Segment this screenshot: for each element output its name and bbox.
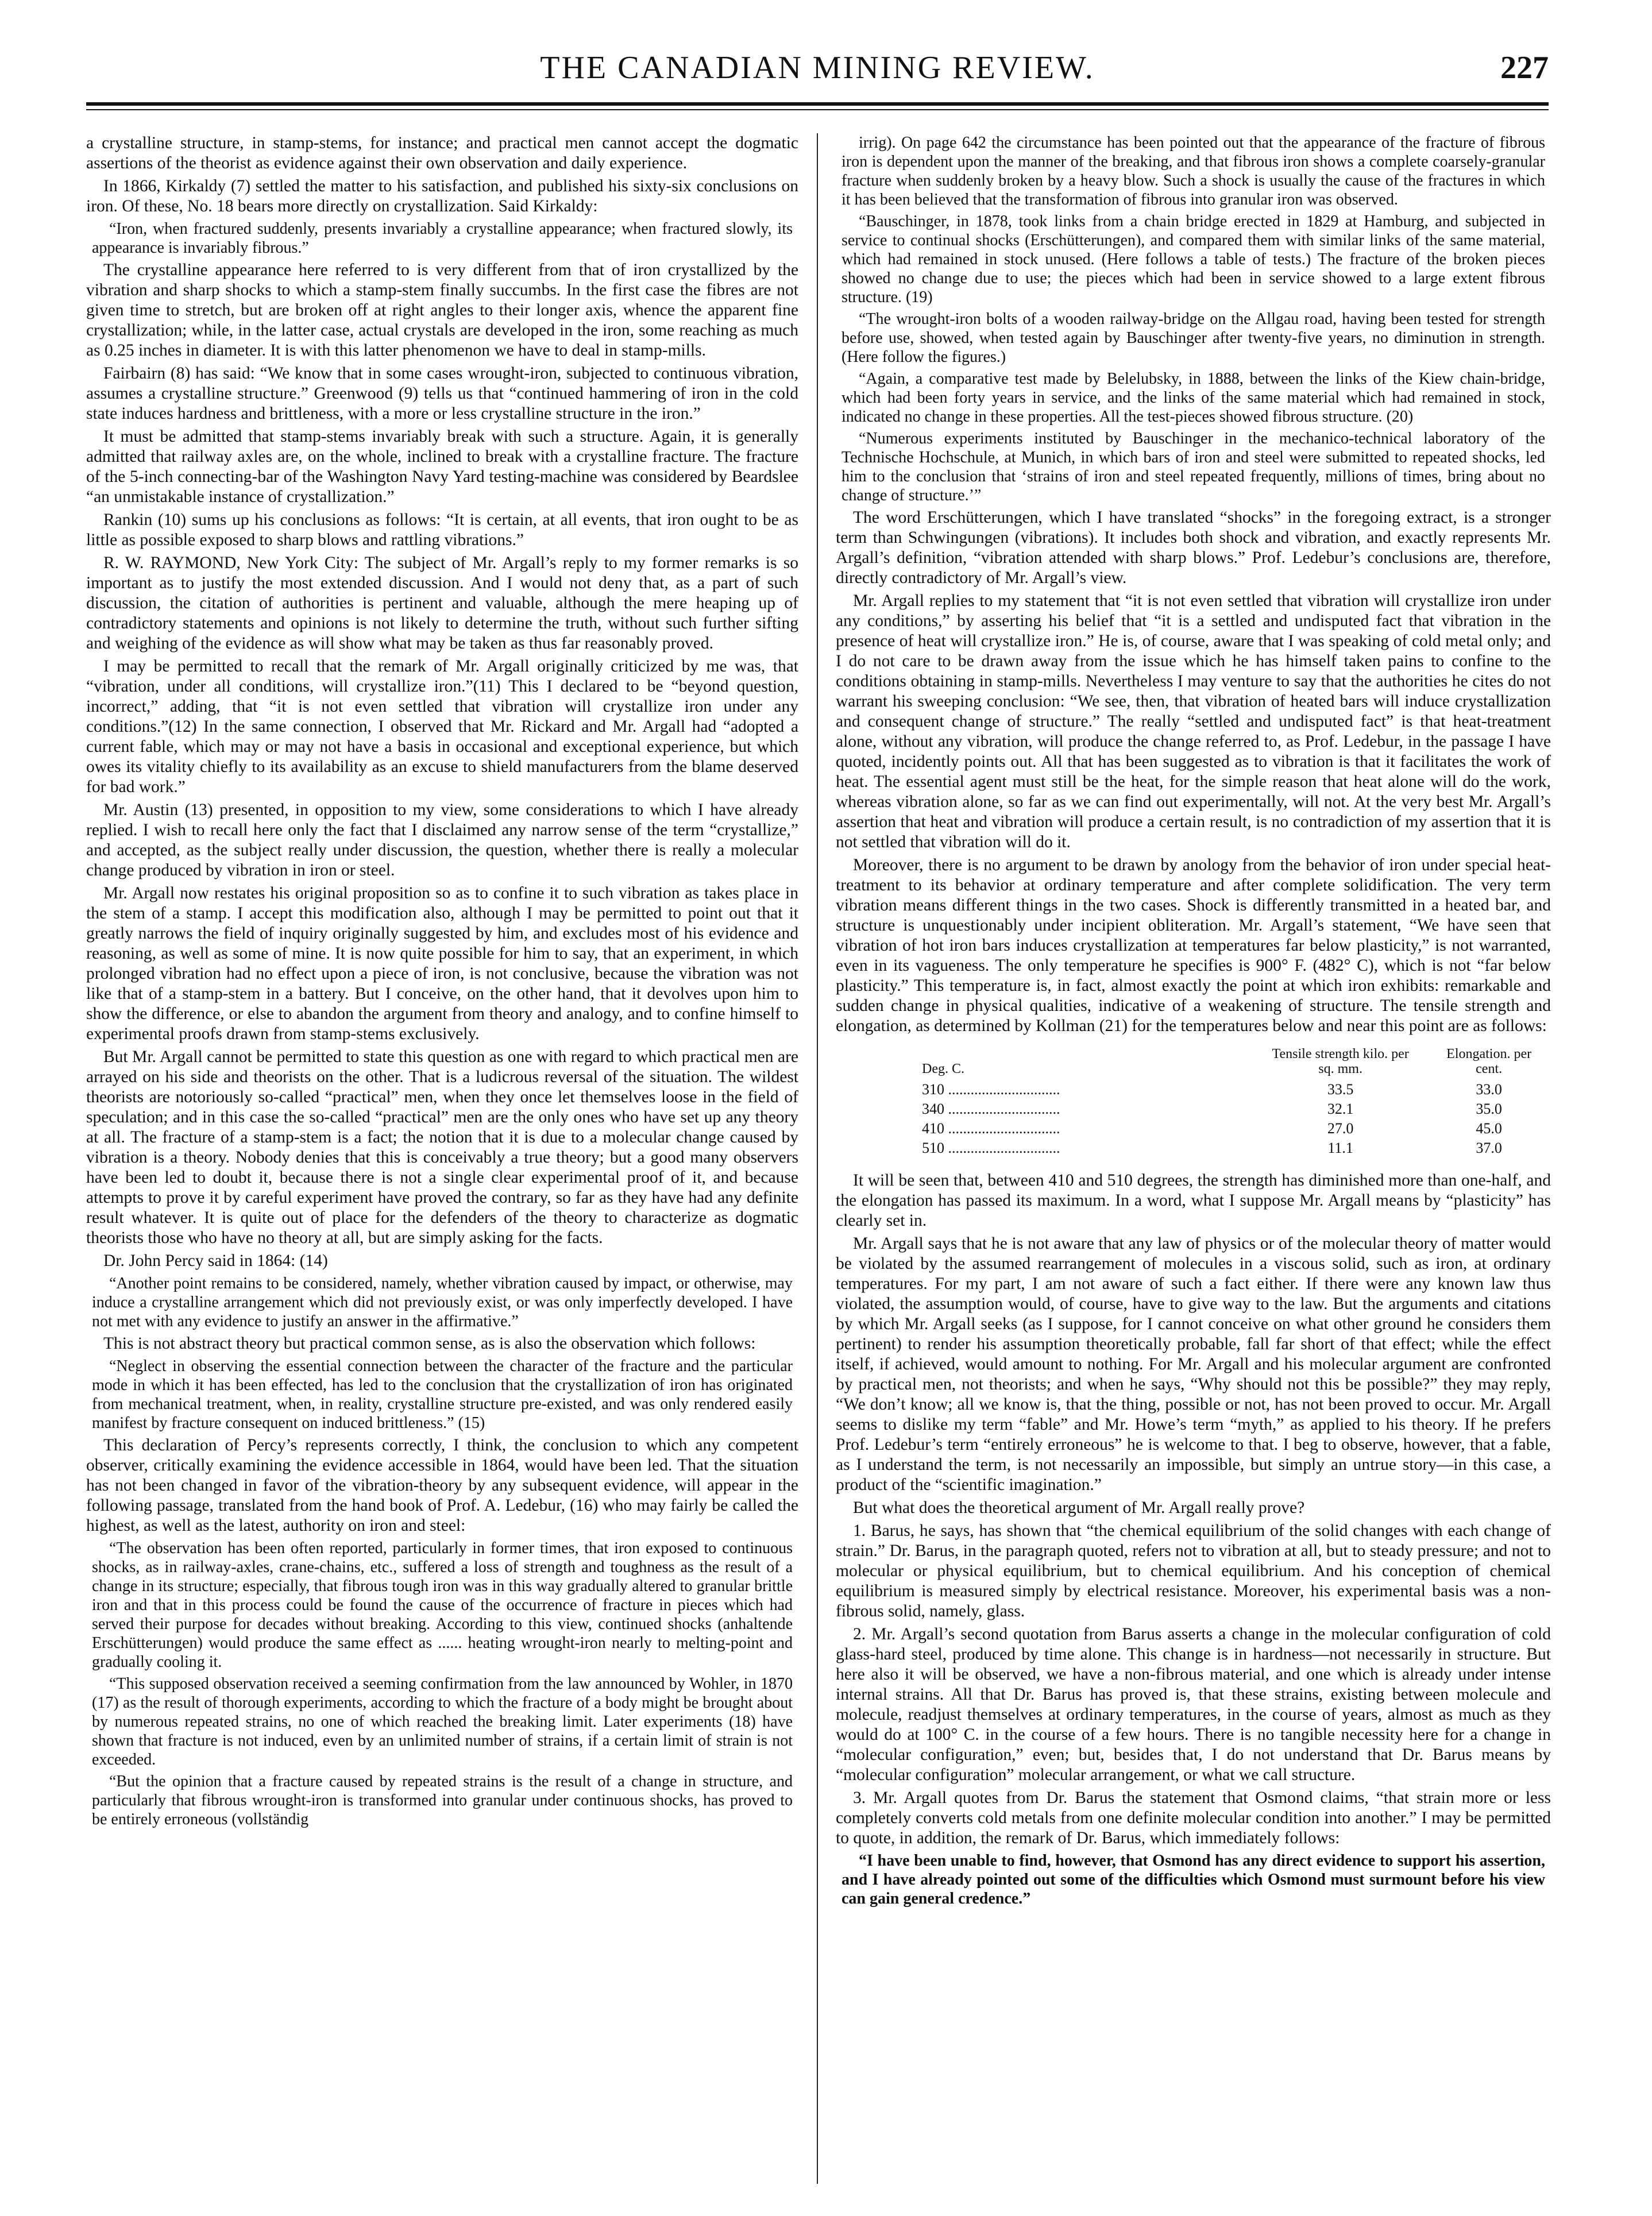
body-paragraph: The crystalline appearance here referred to is very different from that of iron crystallized by the vibration and sharp shocks to which a stamp-stem finally succumbs. In the first case the fibres are not given time to stretch, but are broken off at right angles to their longer axis, whence the apparent fine crystallization; while, in the latter case, actual crystals are developed in the iron, some reaching as much as 0.25 inches in diameter. It is with this latter phenomenon we have to deal in stamp-mills. <box>86 261 798 360</box>
quoted-paragraph: “The observation has been often reported, particularly in former times, that iron exposed to continuous shocks, as in railway-axles, crane-chains, etc., suffered a loss of strength and toughness as the result of a change in its structure; especially, that fibrous tough iron was in this way gradually altered to granular brittle iron and that in this process could be found the cause of the occurrence of fracture in pieces which had served their purpose for decades without breaking. According to this view, continued shocks (anhaltende Erschütterungen) would produce the same effect as ...... heating wrought-iron nearly to melting-point and gradually cooling it. <box>92 1539 793 1671</box>
body-paragraph: 2. Mr. Argall’s second quotation from Barus asserts a change in the molecular configuration of cold glass-hard steel, produced by time alone. This change is in hardness—not necessarily in structure. But here also it will be observed, we have a non-fibrous material, and one which is already under intense internal strains. All that Dr. Barus has proved is, that these strains, existing between molecule and molecule, readjust themselves at ordinary temperatures, in the course of years, almost as much as they would do at 100° C. in the course of a few hours. There is no tangible necessity here for a change in “molecular configuration,” even; but, besides that, I do not understand that Dr. Barus means by “molecular configuration” molecular arrangement, or what we call structure. <box>836 1625 1551 1784</box>
table-cell: 33.5 <box>1327 1081 1354 1098</box>
table-cell: 11.1 <box>1327 1140 1353 1156</box>
quoted-paragraph: “Bauschinger, in 1878, took links from a chain bridge erected in 1829 at Hamburg, and subjected in service to continual shocks (Erschütterungen), and compared them with similar links of the same material, which had remained in stock unused. (Here follows a table of tests.) The fracture of the broken pieces showed no change due to use; the pieces which had been in service showed to a large extent fibrous structure. (19) <box>842 213 1545 306</box>
table-cell: 410 .............................. <box>922 1120 1060 1137</box>
body-paragraph: 3. Mr. Argall quotes from Dr. Barus the statement that Osmond claims, “that strain more or less completely converts cold metals from one definite molecular condition into another.” I may be permitted to quote, in addition, the remark of Dr. Barus, which immediately follows: <box>836 1789 1551 1847</box>
table-column-header: Elongation. per cent. <box>1446 1047 1532 1076</box>
body-paragraph: R. W. RAYMOND, New York City: The subject of Mr. Argall’s reply to my former remarks is so important as to justify the most extended discussion. And I would not deny that, as a part of such discussion, the citation of authorities is pertinent and valuable, although the mere heaping up of contradictory statements and opinions is not likely to determine the truth, without such further sifting and weighing of the evidence as will show what may be taken as thus far reasonably proved. <box>86 554 798 653</box>
body-paragraph: It will be seen that, between 410 and 510 degrees, the strength has diminished more than one-half, and the elongation has passed its maximum. In a word, what I suppose Mr. Argall means by “plasticity” has clearly set in. <box>836 1171 1551 1230</box>
table-cell: 32.1 <box>1327 1101 1354 1117</box>
quoted-paragraph: “Again, a comparative test made by Belelubsky, in 1888, between the links of the Kiew chain-bridge, which had been forty years in service, and the links of the same material which had remained in stock, indicated no change in these properties. All the test-pieces showed fibrous structure. (20) <box>842 370 1545 426</box>
table-cell: 35.0 <box>1476 1101 1502 1117</box>
body-paragraph: Fairbairn (8) has said: “We know that in some cases wrought-iron, subjected to continuous vibration, assumes a crystalline structure.” Greenwood (9) tells us that “continued hammering of iron in the cold state induces hardness and brittleness, with a more or less crystalline structure in the iron.” <box>86 364 798 423</box>
tensile-strength-table <box>922 1047 1551 1158</box>
table-column-header: Tensile strength kilo. per sq. mm. <box>1272 1047 1409 1076</box>
header-rule-thin <box>86 109 1549 110</box>
table-cell: 33.0 <box>1476 1081 1502 1098</box>
body-paragraph: 1. Barus, he says, has shown that “the chemical equilibrium of the solid changes with each change of strain.” Dr. Barus, in the paragraph quoted, refers not to vibration at all, but to steady pressure; and not to molecular or physical equilibrium, but to chemical equilibrium. And his conception of chemical equilibrium is measured simply by electrical resistance. Moreover, his experimental basis was a non-fibrous solid, namely, glass. <box>836 1522 1551 1620</box>
quoted-paragraph: irrig). On page 642 the circumstance has been pointed out that the appearance of the fracture of fibrous iron is dependent upon the manner of the breaking, and that fibrous iron shows a complete coarsely-granular fracture when suddenly broken by a heavy blow. Such a shock is usually the cause of the fractures in which it has been believed that the transformation of fibrous into granular iron was observed. <box>842 134 1545 209</box>
table-cell: 37.0 <box>1476 1140 1502 1156</box>
table-column-header: Deg. C. <box>922 1061 964 1076</box>
body-paragraph: a crystalline structure, in stamp-stems, for instance; and practical men cannot accept the dogmatic assertions of the theorist as evidence against their own observation and daily experience. <box>86 134 798 172</box>
quoted-paragraph: “The wrought-iron bolts of a wooden railway-bridge on the Allgau road, having been tested for strength before use, showed, when tested again by Bauschinger after twenty-five years, no diminution in strength. (Here follow the figures.) <box>842 310 1545 366</box>
quoted-paragraph: “Iron, when fractured suddenly, presents invariably a crystalline appearance; when fractured slowly, its appearance is invariably fibrous.” <box>92 220 793 257</box>
table-row <box>922 1099 1551 1119</box>
body-paragraph: Rankin (10) sums up his conclusions as follows: “It is certain, at all events, that iron ought to be as little as possible exposed to sharp blows and rattling vibrations.” <box>86 511 798 549</box>
quoted-paragraph: “Neglect in observing the essential connection between the character of the fracture and the particular mode in which it has been effected, has led to the conclusion that the crystallization of iron has originated from mechanical treatment, when, in reality, crystalline structure pre-existed, and was only rendered easily manifest by fracture consequent on induced brittleness.” (15) <box>92 1357 793 1432</box>
quoted-paragraph: “This supposed observation received a seeming confirmation from the law announced by Wohler, in 1870 (17) as the result of thorough experiments, according to which the fracture of a body might be brought about by numerous repeated strains, no one of which reached the breaking limit. Later experiments (18) have shown that fracture is not induced, even by an unlimited number of strains, if a certain limit of strain is not exceeded. <box>92 1675 793 1769</box>
left-column <box>86 133 798 2190</box>
body-paragraph: Mr. Argall now restates his original proposition so as to confine it to such vibration as takes place in the stem of a stamp. I accept this modification also, although I may be permitted to point out that it greatly narrows the field of inquiry originally suggested by him, and excludes most of his evidence and reasoning, as well as some of mine. It is now quite possible for him to say, that an experiment, in which prolonged vibration had no effect upon a piece of iron, is not conclusive, because the vibration was not like that of a stamp-stem in a battery. But I conceive, on the other hand, that it devolves upon him to show the difference, or else to abandon the argument from theory and analogy, and to confine himself to experimental proofs drawn from stamp-stems exclusively. <box>86 884 798 1043</box>
quoted-paragraph: “I have been unable to find, however, that Osmond has any direct evidence to support his assertion, and I have already pointed out some of the difficulties which Osmond must surmount before his view can gain general credence.” <box>842 1852 1545 1908</box>
body-paragraph: Mr. Argall says that he is not aware that any law of physics or of the molecular theory of matter would be violated by the assumed rearrangement of molecules in a viscous solid, such as iron, at ordinary temperatures. For my part, I am not aware of such a fact either. If there were any known law thus violated, the assumption would, of course, have to give way to the law. But the arguments and citations by which Mr. Argall seeks (as I suppose, for I cannot conceive on what other ground he considers them pertinent) to render his assumption theoretically probable, fall far short of that effect; while the effect itself, if achieved, would amount to nothing. For Mr. Argall and his molecular argument are confronted by practical men, not theorists; and when he says, “Why should not this be possible?” they may reply, “We don’t know; all we know is, that the thing, possible or not, has not been proved to occur. Mr. Argall seems to dislike my term “fable” and Mr. Howe’s term “myth,” as applied to his theory. If he prefers Prof. Ledebur’s term “entirely erroneous” he is welcome to that. I beg to observe, however, that a fable, as I understand the term, is not necessarily an impossible, but simply an untrue story—in this case, a product of the “scientific imagination.” <box>836 1234 1551 1494</box>
right-column-text-lower <box>836 1171 1551 1908</box>
table-cell: 310 .............................. <box>922 1081 1060 1098</box>
body-paragraph: The word Erschütterungen, which I have translated “shocks” in the foregoing extract, is a stronger term than Schwingungen (vibrations). It includes both shock and vibration, and exactly represents Mr. Argall’s definition, “vibration attended with sharp blows.” Prof. Ledebur’s conclusions are, therefore, directly contradictory of Mr. Argall’s view. <box>836 508 1551 587</box>
quoted-paragraph: “But the opinion that a fracture caused by repeated strains is the result of a change in structure, and particularly that fibrous wrought-iron is transformed into granular under continuous shocks, has proved to be entirely erroneous (vollständig <box>92 1773 793 1828</box>
table-cell: 510 .............................. <box>922 1140 1060 1156</box>
page-number: 227 <box>1500 50 1549 86</box>
body-paragraph: But Mr. Argall cannot be permitted to state this question as one with regard to which practical men are arrayed on his side and theorists on the other. That is a ludicrous reversal of the situation. The wildest theorists are notoriously so-called “practical” men, when they once let themselves loose in the field of speculation; and in this case the so-called “practical” men are the only ones who have set up any theory at all. The fracture of a stamp-stem is a fact; the notion that it is due to a molecular change caused by vibration is a theory. Nobody denies that this is conceivably a true theory; but a good many observers have been led to doubt it, because there is not a single clear experimental proof of it, and because attempts to prove it by careful experiment have proved the contrary, so far as they have had any definite result whatever. It is quite out of place for the defenders of the theory to characterize as dogmatic theorists those who have no theory at all, but are simply asking for the facts. <box>86 1048 798 1247</box>
column-divider <box>817 133 818 2184</box>
table-row <box>922 1080 1551 1099</box>
table-row <box>922 1138 1551 1158</box>
body-paragraph: This declaration of Percy’s represents correctly, I think, the conclusion to which any competent observer, critically examining the evidence accessible in 1864, would have been led. That the situation has not been changed in favor of the vibration-theory by any subsequent evidence, will appear in the following passage, translated from the hand book of Prof. A. Ledebur, (16) who may fairly be called the highest, as well as the latest, authority on iron and steel: <box>86 1436 798 1535</box>
body-paragraph: It must be admitted that stamp-stems invariably break with such a structure. Again, it is generally admitted that railway axles are, on the whole, inclined to break with a crystalline fracture. The fracture of the 5-inch connecting-bar of the Washington Navy Yard testing-machine was considered by Beardslee “an unmistakable instance of crystallization.” <box>86 427 798 506</box>
body-paragraph: Mr. Austin (13) presented, in opposition to my view, some considerations to which I have already replied. I wish to recall here only the fact that I disclaimed any narrow sense of the term “crystallize,” and accepted, as the subject really under discussion, the question, whether there is really a molecular change produced by vibration in iron or steel. <box>86 801 798 879</box>
table-cell: 27.0 <box>1327 1120 1354 1137</box>
body-paragraph: Mr. Argall replies to my statement that “it is not even settled that vibration will crystallize iron under any conditions,” by asserting his belief that “it is a settled and undisputed fact that vibration in the presence of heat will crystallize iron.” He is, of course, aware that I was speaking of cold metal only; and I do not care to be drawn away from the issue which he has himself taken pains to confine to the conditions obtaining in stamp-mills. Nevertheless I may venture to say that the authorities he cites do not warrant his sweeping conclusion: “We see, then, that vibration of heated bars will induce crystallization and consequent change of structure.” The really “settled and undisputed fact” is that heat-treatment alone, without any vibration, will produce the change referred to, as Prof. Ledebur, in the passage I have quoted, incidently points out. All that has been suggested as to vibration is that it facilitates the work of heat. The essential agent must still be the heat, for the simple reason that heat alone will do the work, whereas vibration alone, so far as we can find out experimentally, will not. At the very best Mr. Argall’s assertion that heat and vibration will produce a certain result, is no contradiction of my assertion that it is not settled that vibration will do it. <box>836 592 1551 851</box>
quoted-paragraph: “Numerous experiments instituted by Bauschinger in the mechanico-technical laboratory of the Technische Hochschule, at Munich, in which bars of iron and steel were submitted to repeated shocks, led him to the conclusion that ‘strains of iron and steel repeated frequently, millions of times, bring about no change of structure.’” <box>842 430 1545 504</box>
table-row <box>922 1119 1551 1138</box>
table-body <box>922 1080 1551 1158</box>
body-paragraph: Moreover, there is no argument to be drawn by anology from the behavior of iron under special heat-treatment to its behavior at ordinary temperature and after complete solidification. The very term vibration means different things in the two cases. Shock is differently transmitted in a heated bar, and structure is unquestionably under incipient obliteration. Mr. Argall’s statement, “We have seen that vibration of hot iron bars induces crystallization at temperatures far below plasticity,” is not warranted, even in its vagueness. The only temperature he specifies is 900° F. (482° C), which is not “far below plasticity.” This temperature is, in fact, almost exactly the point at which iron exhibits: remarkable and sudden change in physical qualities, indicative of a weakening of structure. The tensile strength and elongation, as determined by Kollman (21) for the temperatures below and near this point are as follows: <box>836 856 1551 1035</box>
body-paragraph: I may be permitted to recall that the remark of Mr. Argall originally criticized by me was, that “vibration, under all conditions, will crystallize iron.”(11) This I declared to be “beyond question, incorrect,” adding, that “it is not even settled that vibration will crystallize iron under any conditions.”(12) In the same connection, I observed that Mr. Rickard and Mr. Argall had “adopted a current fable, which may or may not have a basis in occasional and exceptional experience, but which owes its vitality chiefly to its availability as an excuse to shield manufacturers from the blame deserved for bad work.” <box>86 657 798 796</box>
page-header <box>86 49 1549 104</box>
table-cell: 45.0 <box>1476 1120 1502 1137</box>
quoted-paragraph: “Another point remains to be considered, namely, whether vibration caused by impact, or otherwise, may induce a crystalline arrangement which did not previously exist, or was only imperfectly developed. I have not met with any evidence to justify an answer in the affirmative.” <box>92 1275 793 1330</box>
body-paragraph: In 1866, Kirkaldy (7) settled the matter to his satisfaction, and published his sixty-six conclusions on iron. Of these, No. 18 bears more directly on crystallization. Said Kirkaldy: <box>86 177 798 215</box>
body-paragraph: But what does the theoretical argument of Mr. Argall really prove? <box>853 1499 1305 1517</box>
right-column <box>836 133 1551 2190</box>
table-header-row <box>922 1047 1551 1080</box>
table-cell: 340 .............................. <box>922 1101 1060 1117</box>
journal-title: THE CANADIAN MINING REVIEW. <box>540 50 1095 86</box>
body-paragraph: Dr. John Percy said in 1864: (14) <box>103 1252 328 1270</box>
body-paragraph: This is not abstract theory but practical common sense, as is also the observation which follows: <box>103 1334 756 1353</box>
header-rule-thick <box>86 102 1549 106</box>
right-column-text-upper <box>836 133 1551 1036</box>
